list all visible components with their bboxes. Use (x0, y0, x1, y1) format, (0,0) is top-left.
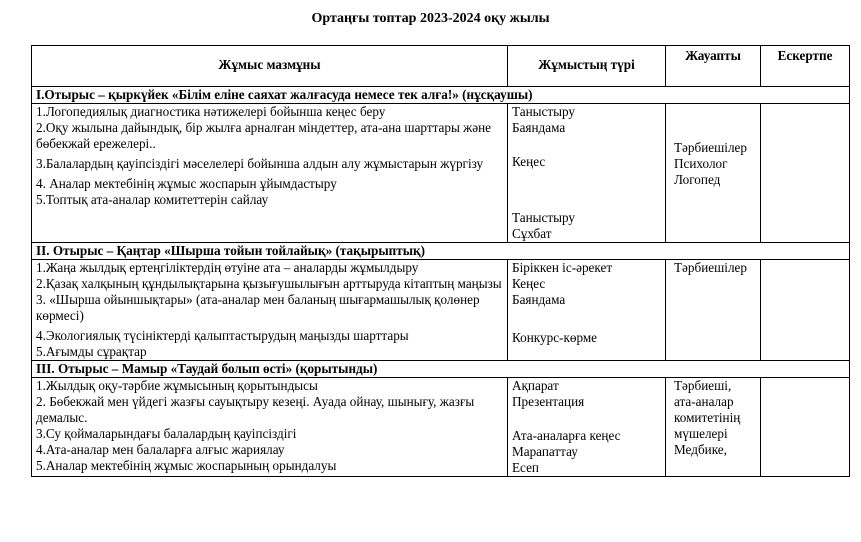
type-item: Конкурс-көрме (512, 330, 598, 345)
list-item: 5.Аналар мектебінің жұмыс жоспарының орындалуы (36, 458, 337, 473)
section-2-responsible (666, 260, 761, 361)
section-1-note (761, 104, 850, 243)
section-3-types (508, 378, 666, 477)
type-item: Баяндама (512, 120, 566, 135)
type-item: Кеңес (512, 154, 546, 169)
type-item: Есеп (512, 460, 539, 475)
list-item: 3. «Шырша ойыншықтары» (ата-аналар мен баланың шығармашылық қолөнер көрмесі) (36, 292, 480, 323)
section-heading-row (32, 243, 850, 260)
section-heading-row (32, 361, 850, 378)
list-item: 1.Логопедиялық диагностика нәтижелері бойынша кеңес беру (36, 104, 386, 119)
type-item: Презентация (512, 394, 585, 409)
section-2-items (32, 260, 508, 361)
list-item: 4.Экологиялық түсініктерді қалыптастырудың маңызды шарттары (36, 328, 409, 343)
header-note: Ескертпе (761, 46, 850, 87)
section-1-body (32, 104, 850, 243)
section-1-items (32, 104, 508, 243)
type-item: Біріккен іс-әрекет (512, 260, 613, 275)
section-1-types (508, 104, 666, 243)
list-item: 2.Қазақ халқының құндылықтарына қызығушылығын арттыруда кітаптың маңызы (36, 276, 502, 291)
section-3-responsible (666, 378, 761, 477)
list-item: 3.Балалардың қауіпсіздігі мәселелері бойынша алдын алу жұмыстарын жүргізу (36, 156, 484, 171)
type-item: Марапаттау (512, 444, 578, 459)
responsible-item: Медбике, (674, 442, 727, 457)
section-3-note (761, 378, 850, 477)
list-item: 1.Жаңа жылдық ертеңгіліктердің өтуіне ата – аналарды жұмылдыру (36, 260, 419, 275)
section-1-heading: I.Отырыс – қыркүйек «Білім еліне саяхат жалғасуда немесе тек алға!» (нұсқаушы) (32, 87, 850, 104)
type-item: Таныстыру (512, 210, 575, 225)
list-item: 1.Жылдық оқу-тәрбие жұмысының қорытындысы (36, 378, 318, 393)
type-item: Кеңес (512, 276, 546, 291)
type-item: Баяндама (512, 292, 566, 307)
list-item: 3.Су қоймаларындағы балалардың қауіпсіздігі (36, 426, 297, 441)
list-item: 2.Оқу жылына дайындық, бір жылға арналған міндеттер, ата-ана шарттары және бөбекжай ережелері.. (36, 120, 492, 151)
responsible-item: мүшелері (674, 426, 728, 441)
responsible-item: ата-аналар (674, 394, 734, 409)
list-item: 5.Ағымды сұрақтар (36, 344, 147, 359)
type-item: Ақпарат (512, 378, 559, 393)
responsible-item: Тәрбиеші, (674, 378, 732, 393)
meetings-table (31, 45, 850, 477)
section-heading-row (32, 87, 850, 104)
list-item: 4. Аналар мектебінің жұмыс жоспарын ұйымдастыру (36, 176, 337, 191)
type-item: Таныстыру (512, 104, 575, 119)
responsible-item: Тәрбиешілер (674, 260, 747, 275)
type-item: Ата-аналарға кеңес (512, 428, 621, 443)
responsible-item: комитетінің (674, 410, 741, 425)
section-2-types (508, 260, 666, 361)
header-content: Жұмыс мазмұны (32, 46, 508, 87)
header-responsible: Жауапты (666, 46, 761, 87)
section-2-note (761, 260, 850, 361)
section-2-body (32, 260, 850, 361)
list-item: 4.Ата-аналар мен балаларға алғыс жариялау (36, 442, 285, 457)
list-item: 5.Топтық ата-аналар комитеттерін сайлау (36, 192, 269, 207)
responsible-item: Тәрбиешілер (674, 140, 747, 155)
table-header-row (32, 46, 850, 87)
header-type: Жұмыстың түрі (508, 46, 666, 87)
list-item: 2. Бөбекжай мен үйдегі жазғы сауықтыру кезеңі. Ауада ойнау, шынығу, жазғы демалыс. (36, 394, 475, 425)
section-3-items (32, 378, 508, 477)
type-item: Сұхбат (512, 226, 552, 241)
section-3-body (32, 378, 850, 477)
responsible-item: Психолог (674, 156, 728, 171)
page-title: Ортаңғы топтар 2023-2024 оқу жылы (311, 11, 550, 26)
responsible-item: Логопед (674, 172, 721, 187)
section-1-responsible (666, 104, 761, 243)
section-2-heading: II. Отырыс – Қаңтар «Шырша тойын тойлайық» (тақырыптық) (32, 243, 850, 260)
section-3-heading: III. Отырыс – Мамыр «Таудай болып өсті» (қорытынды) (32, 361, 850, 378)
